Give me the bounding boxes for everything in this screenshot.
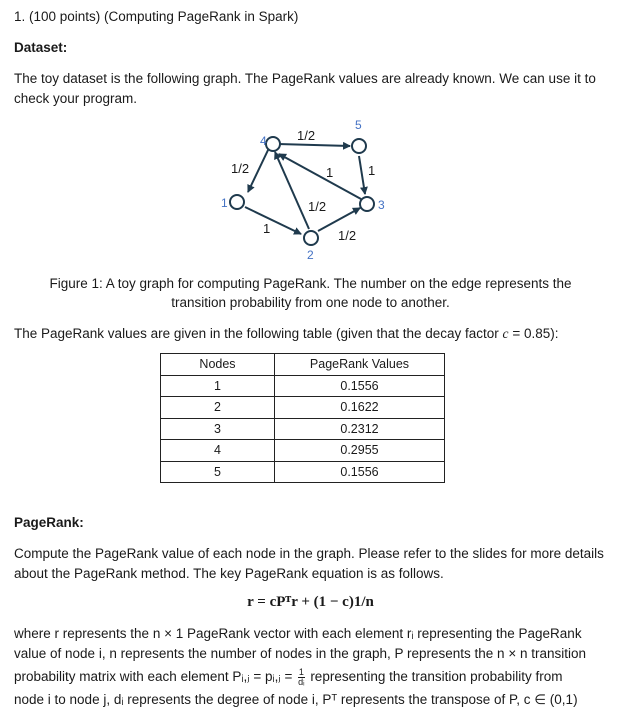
edge-label-2-3: 1/2 (338, 228, 357, 243)
edge-label-4-5: 1/2 (297, 128, 316, 143)
edge-4-to-5 (278, 144, 350, 146)
figure-caption-line1: Figure 1: A toy graph for computing PageRank. The number on the edge represents the (49, 276, 572, 291)
node-label-5: 5 (355, 118, 362, 132)
graph-node-5 (352, 139, 366, 153)
table-header-row (161, 354, 445, 376)
table-cell-value: 0.1556 (275, 461, 445, 483)
graph-node-4 (266, 137, 280, 151)
table-row (161, 397, 445, 419)
table-cell-node: 4 (161, 440, 275, 462)
figure-caption-line2: transition probability from one node to another. (171, 295, 450, 310)
table-cell-value: 0.2312 (275, 418, 445, 440)
table-row (161, 418, 445, 440)
table-row (161, 440, 445, 462)
dataset-heading: Dataset: (14, 40, 68, 55)
table-cell-node: 5 (161, 461, 275, 483)
table-cell-node: 1 (161, 375, 275, 397)
graph-node-1 (230, 195, 244, 209)
dataset-text-line2: check your program. (14, 91, 138, 106)
table-cell-value: 0.1622 (275, 397, 445, 419)
table-cell-node: 2 (161, 397, 275, 419)
table-row (161, 375, 445, 397)
edge-label-1-2: 1 (263, 221, 271, 236)
node-label-1: 1 (221, 196, 228, 210)
edge-3-to-4 (279, 154, 361, 199)
pagerank-equation: r = cPᵀr + (1 − c)1/n (247, 594, 374, 610)
table-cell-value: 0.1556 (275, 375, 445, 397)
where-line1: where r represents the n × 1 PageRank vector with each element rᵢ representing the PageRank (14, 626, 582, 641)
node-label-3: 3 (378, 198, 385, 212)
table-row (161, 461, 445, 483)
question-title: 1. (100 points) (Computing PageRank in Spark) (14, 9, 299, 24)
node-label-4: 4 (260, 134, 267, 148)
pagerank-text-line1: Compute the PageRank value of each node in the graph. Please refer to the slides for more details (14, 546, 604, 561)
edge-label-3-4: 1 (326, 165, 334, 180)
edge-label-2-4: 1/2 (308, 199, 327, 214)
edge-5-to-3 (359, 156, 365, 194)
graph-node-2 (304, 231, 318, 245)
where-line3: probability matrix with each element Pᵢ,ⱼ = pᵢ,ⱼ = $\frac{1}{\text{dᵢ}}$ representing the transition probability from (14, 667, 563, 687)
where-line2: value of node i, n represents the number of nodes in the graph, P represents the n × n transition (14, 646, 586, 661)
table-intro: The PageRank values are given in the following table (given that the decay factor c = 0.85): (14, 326, 559, 341)
edge-2-to-4 (275, 152, 309, 229)
edge-label-5-3: 1 (368, 163, 376, 178)
edge-1-to-2 (245, 207, 301, 234)
pagerank-graph (210, 112, 410, 262)
edge-label-4-1: 1/2 (231, 161, 250, 176)
node-label-2: 2 (307, 248, 314, 262)
edge-4-to-1 (248, 148, 269, 192)
table-cell-node: 3 (161, 418, 275, 440)
pagerank-table (160, 353, 445, 483)
table-header-nodes: Nodes (161, 354, 275, 376)
dataset-text-line1: The toy dataset is the following graph. The PageRank values are already known. We can use it to (14, 71, 596, 86)
table-cell-value: 0.2955 (275, 440, 445, 462)
table-header-values: PageRank Values (275, 354, 445, 376)
graph-node-3 (360, 197, 374, 211)
pagerank-text-line2: about the PageRank method. The key PageRank equation is as follows. (14, 566, 444, 581)
pagerank-heading: PageRank: (14, 515, 84, 530)
where-line4: node i to node j, dᵢ represents the degree of node i, Pᵀ represents the transpose of P, c ∈ (0,1) (14, 692, 578, 707)
